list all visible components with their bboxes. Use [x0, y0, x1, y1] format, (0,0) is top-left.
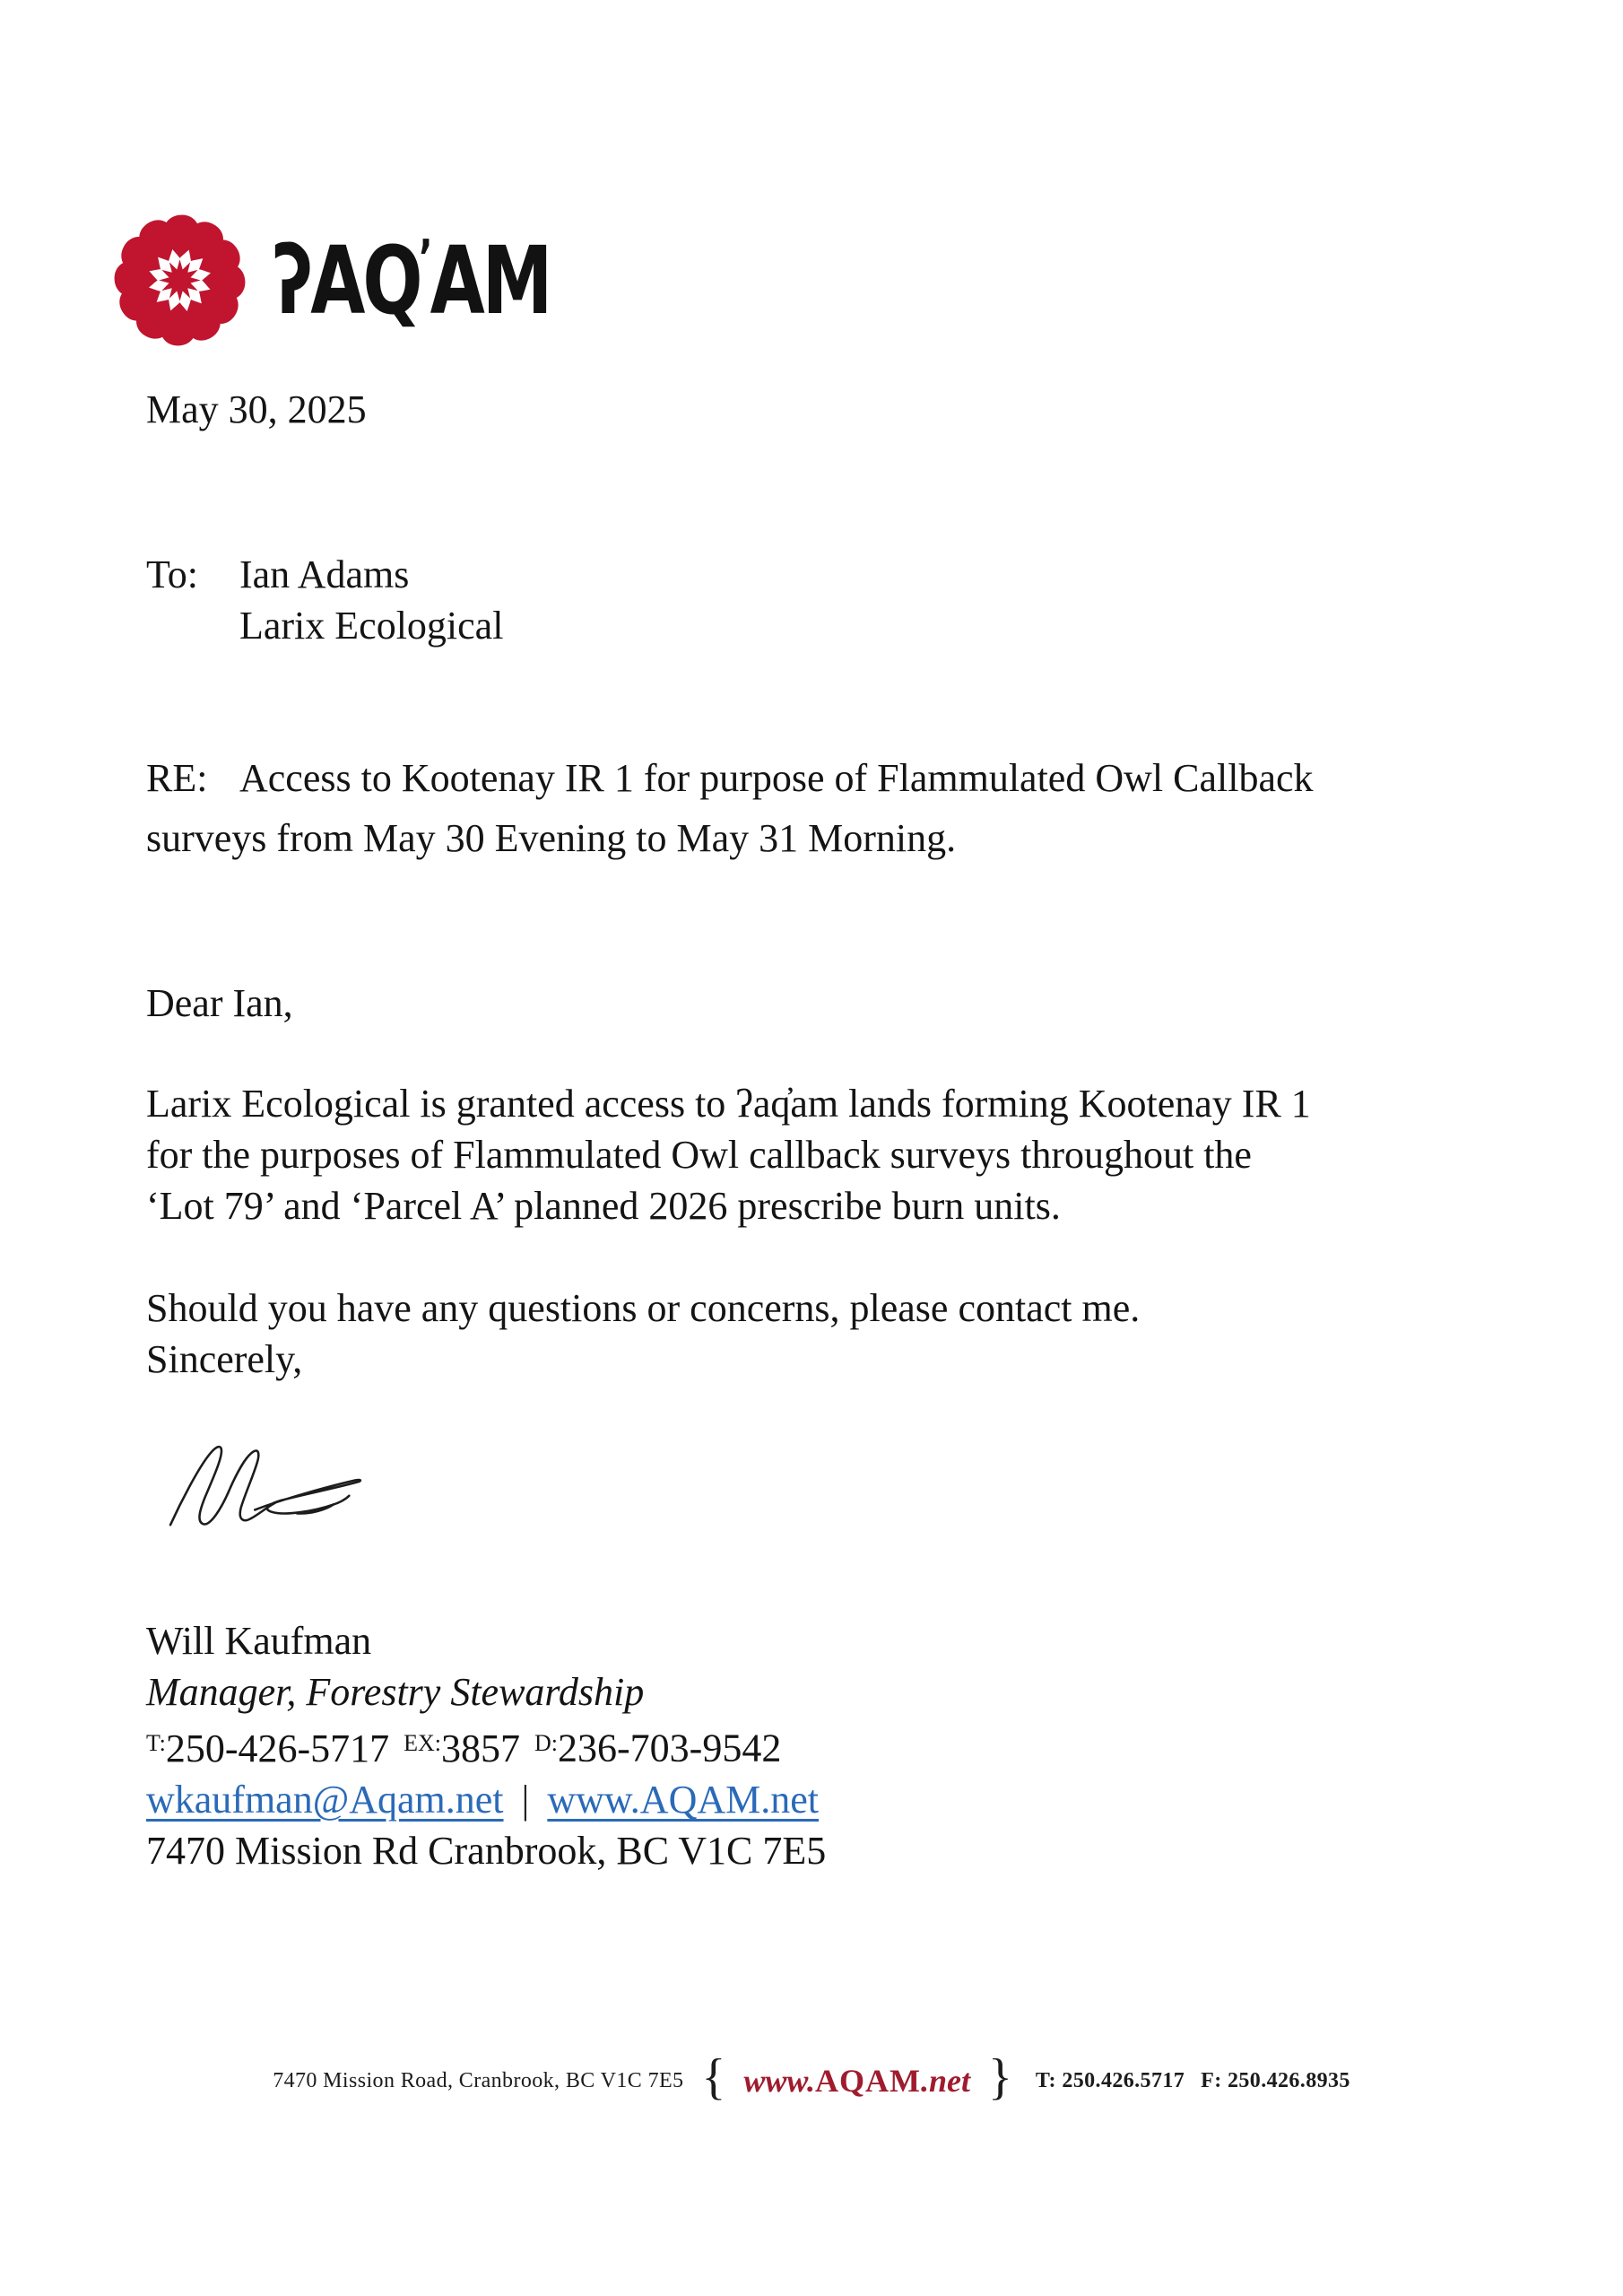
footer-url-name: AQAM — [815, 2063, 922, 2099]
body-line-2: for the purposes of Flammulated Owl callback surveys throughout the — [146, 1133, 1252, 1177]
footer-brace-right: } — [988, 2049, 1012, 2105]
letter-date: May 30, 2025 — [146, 387, 367, 431]
body-line-1: Larix Ecological is granted access to ʔaq̓am lands forming Kootenay IR 1 — [146, 1082, 1311, 1126]
signer-name: Will Kaufman — [146, 1619, 372, 1663]
footer-brace-left: { — [701, 2049, 726, 2105]
phone-d-value: 236-703-9542 — [558, 1726, 782, 1770]
to-label: To: — [146, 552, 199, 596]
signer-phone-line — [146, 1718, 1515, 1774]
body-paragraph — [146, 1078, 1515, 1231]
body-line-3: ‘Lot 79’ and ‘Parcel A’ planned 2026 prescribe burn units. — [146, 1184, 1061, 1228]
subject-line-1: Access to Kootenay IR 1 for purpose of Flammulated Owl Callback — [239, 756, 1314, 800]
recipient-name: Ian Adams — [239, 552, 410, 596]
footer-fax: F: 250.426.8935 — [1201, 2068, 1350, 2092]
closing-line-2: Sincerely, — [146, 1337, 303, 1381]
page-footer — [0, 2049, 1623, 2106]
phone-d-label: D: — [534, 1730, 559, 1756]
letterhead — [110, 211, 1515, 350]
subject-row — [146, 748, 1515, 808]
link-separator: | — [521, 1777, 530, 1822]
wordmark-prefix: ʔAQ — [273, 225, 421, 335]
phone-ex-value: 3857 — [441, 1726, 521, 1770]
footer-url-tld: .net — [921, 2063, 971, 2099]
signer-links-line — [146, 1774, 1515, 1825]
subject-block — [146, 748, 1515, 868]
recipient-org: Larix Ecological — [239, 604, 504, 648]
phone-t-value: 250-426-5717 — [165, 1726, 390, 1770]
recipient-block — [146, 549, 1515, 651]
website-link[interactable]: www.AQAM.net — [547, 1777, 819, 1822]
signer-address: 7470 Mission Rd Cranbrook, BC V1C 7E5 — [146, 1828, 827, 1873]
footer-url-www: www. — [743, 2063, 816, 2099]
wordmark-apostrophe: ’ — [418, 230, 433, 287]
recipient-row — [146, 549, 1515, 600]
phone-t-label: T: — [146, 1730, 166, 1756]
email-link[interactable]: wkaufman@Aqam.net — [146, 1777, 504, 1822]
subject-line-2: surveys from May 30 Evening to May 31 Morning. — [146, 816, 957, 860]
salutation: Dear Ian, — [146, 981, 293, 1025]
footer-phone: T: 250.426.5717 — [1035, 2068, 1185, 2092]
wordmark-suffix: AM — [430, 225, 551, 335]
footer-website-link[interactable] — [743, 2062, 970, 2100]
closing-line-1: Should you have any questions or concerns, please contact me. — [146, 1286, 1141, 1330]
recipient-org-row — [146, 600, 1515, 651]
aqam-flower-logo-icon — [110, 211, 249, 350]
signature-scribble — [162, 1437, 376, 1534]
signer-title: Manager, Forestry Stewardship — [146, 1670, 645, 1714]
footer-contact — [1036, 2069, 1350, 2093]
closing-block — [146, 1283, 1515, 1385]
aqam-wordmark — [273, 225, 551, 335]
re-label: RE: — [146, 756, 208, 800]
signer-block — [146, 1615, 1515, 1876]
footer-address: 7470 Mission Road, Cranbrook, BC V1C 7E5 — [273, 2068, 684, 2092]
phone-ex-label: EX: — [404, 1730, 442, 1756]
